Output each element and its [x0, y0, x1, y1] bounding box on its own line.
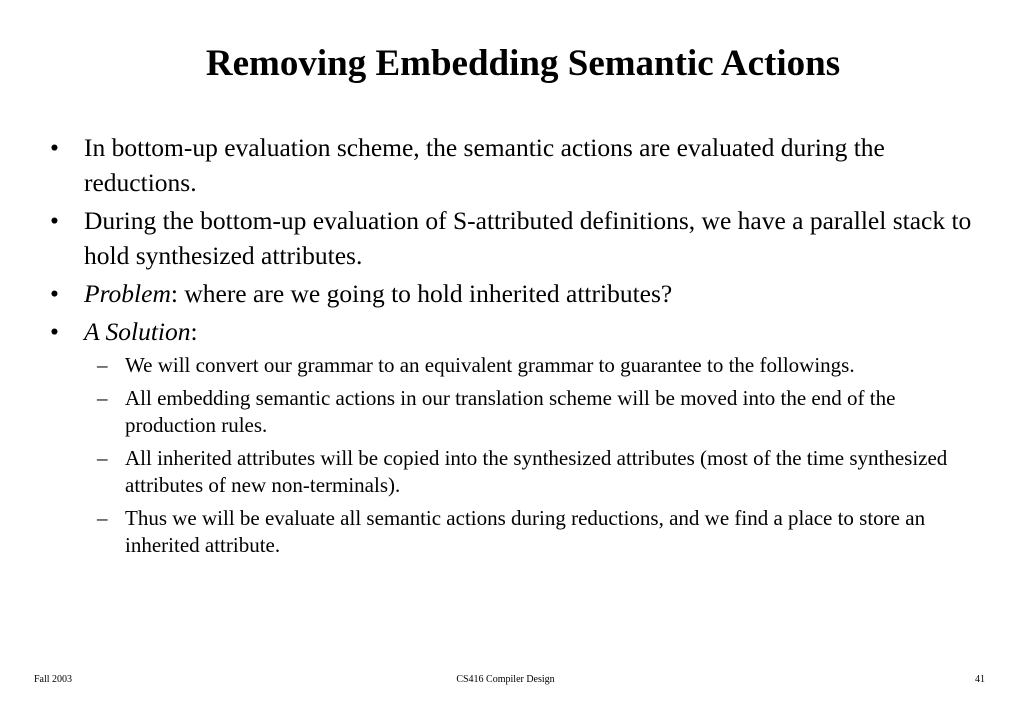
subbullet-item: [50, 385, 985, 439]
footer-page-number: 41: [975, 674, 985, 685]
subbullet-item: [50, 505, 985, 559]
footer-course: CS416 Compiler Design: [456, 674, 555, 685]
dash-marker: –: [97, 353, 108, 377]
bullet-marker: •: [50, 317, 59, 346]
bullet-item: [50, 203, 985, 273]
bullet-text: :: [190, 317, 198, 346]
subbullet-text: All inherited attributes will be copied into the synthesized attributes (most of the time synthesized attributes of new non-terminals).: [125, 446, 948, 497]
footer-date: Fall 2003: [34, 674, 73, 685]
bullet-marker: •: [50, 279, 59, 308]
slide-title: Removing Embedding Semantic Actions: [205, 43, 841, 84]
slide-body: [50, 130, 985, 565]
bullet-text: : where are we going to hold inherited attributes?: [170, 279, 673, 308]
bullet-lead: A Solution: [84, 317, 191, 346]
bullet-item: [50, 276, 985, 311]
subbullet-item: [50, 445, 985, 499]
dash-marker: –: [97, 506, 108, 530]
subbullet-text: Thus we will be evaluate all semantic actions during reductions, and we find a place to store an inherited attribute.: [125, 506, 926, 557]
subbullet-text: All embedding semantic actions in our translation scheme will be moved into the end of the production rules.: [125, 386, 896, 437]
dash-marker: –: [97, 446, 108, 470]
subbullet-item: [50, 352, 985, 379]
dash-marker: –: [97, 386, 108, 410]
bullet-text: During the bottom-up evaluation of S-attributed definitions, we have a parallel stack to hold synthesized attributes.: [84, 206, 972, 270]
bullet-list: [50, 130, 985, 559]
bullet-item: [50, 130, 985, 200]
bullet-marker: •: [50, 133, 59, 162]
bullet-lead: Problem: [84, 279, 171, 308]
subbullet-text: We will convert our grammar to an equivalent grammar to guarantee to the followings.: [125, 353, 855, 377]
subbullet-list: [84, 352, 985, 559]
bullet-marker: •: [50, 206, 59, 235]
bullet-item: [50, 314, 985, 559]
bullet-text: In bottom-up evaluation scheme, the semantic actions are evaluated during the reductions.: [84, 133, 885, 197]
